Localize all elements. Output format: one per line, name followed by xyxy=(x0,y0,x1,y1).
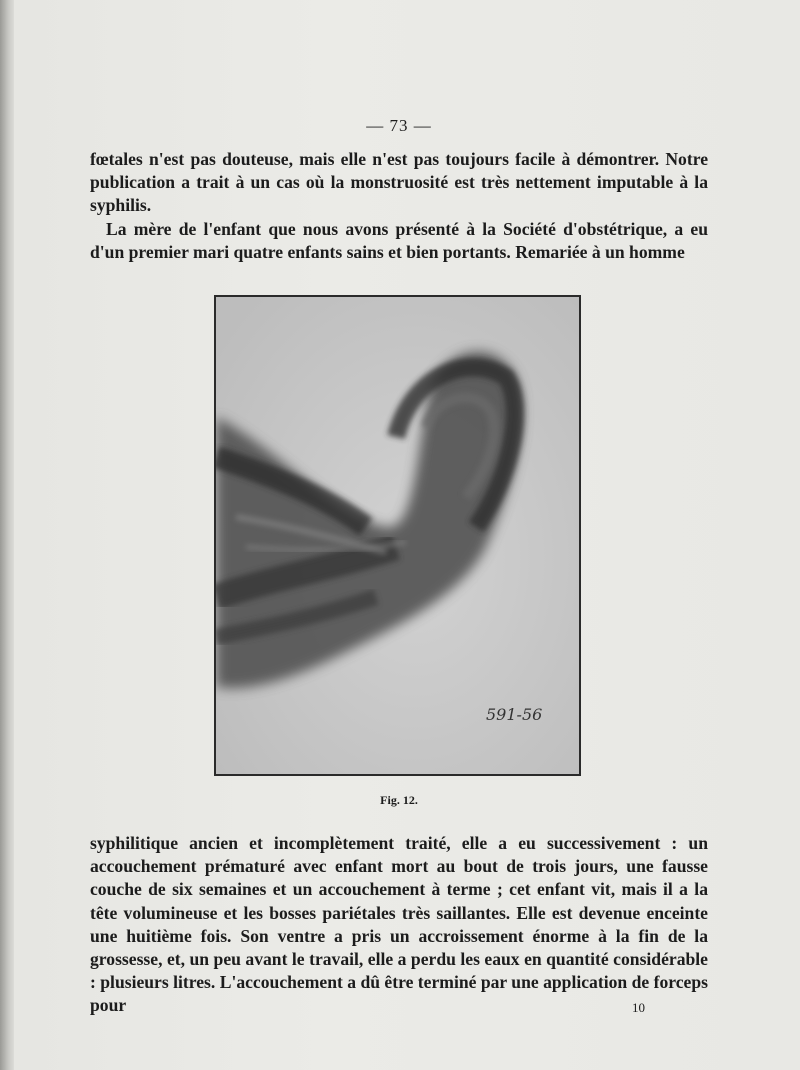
paragraph-3: syphilitique ancien et incomplètement traité, elle a eu successivement : un accouchement prématuré avec enfant mort au bout de trois jours, une fausse couche de six semaines et un accouchement à terme ; cet enfant vit, mais il a la tête volumineuse et les bosses pariétales très saillantes. Elle est devenue enceinte une huitième fois. Son ventre a pris un accroissement énorme à la fin de la grossesse, et, un peu avant le travail, elle a perdu les eaux en quantité considérable : plusieurs litres. L'accouchement a dû être terminé par une application de forceps pour xyxy=(90,833,708,1016)
paragraph-1: fœtales n'est pas douteuse, mais elle n'est pas toujours facile à démontrer. Notre publication a trait à un cas où la monstruosité est très nettement imputable à la syphilis. xyxy=(90,149,708,216)
paragraph-2: La mère de l'enfant que nous avons présenté à la Société d'obstétrique, a eu d'un premier mari quatre enfants sains et bien portants. Remariée à un homme xyxy=(90,218,708,262)
radiograph-figure xyxy=(214,295,581,776)
book-gutter-shadow xyxy=(0,0,14,1070)
handwritten-inscription: 591-56 xyxy=(486,705,543,724)
radiograph-image xyxy=(216,297,579,774)
book-page xyxy=(14,0,800,1070)
body-text-bottom xyxy=(90,832,708,1018)
page-number: — 73 — xyxy=(366,116,432,135)
figure-caption: Fig. 12. xyxy=(380,793,418,807)
body-text-top xyxy=(90,148,708,264)
signature-mark: 10 xyxy=(632,1000,645,1015)
